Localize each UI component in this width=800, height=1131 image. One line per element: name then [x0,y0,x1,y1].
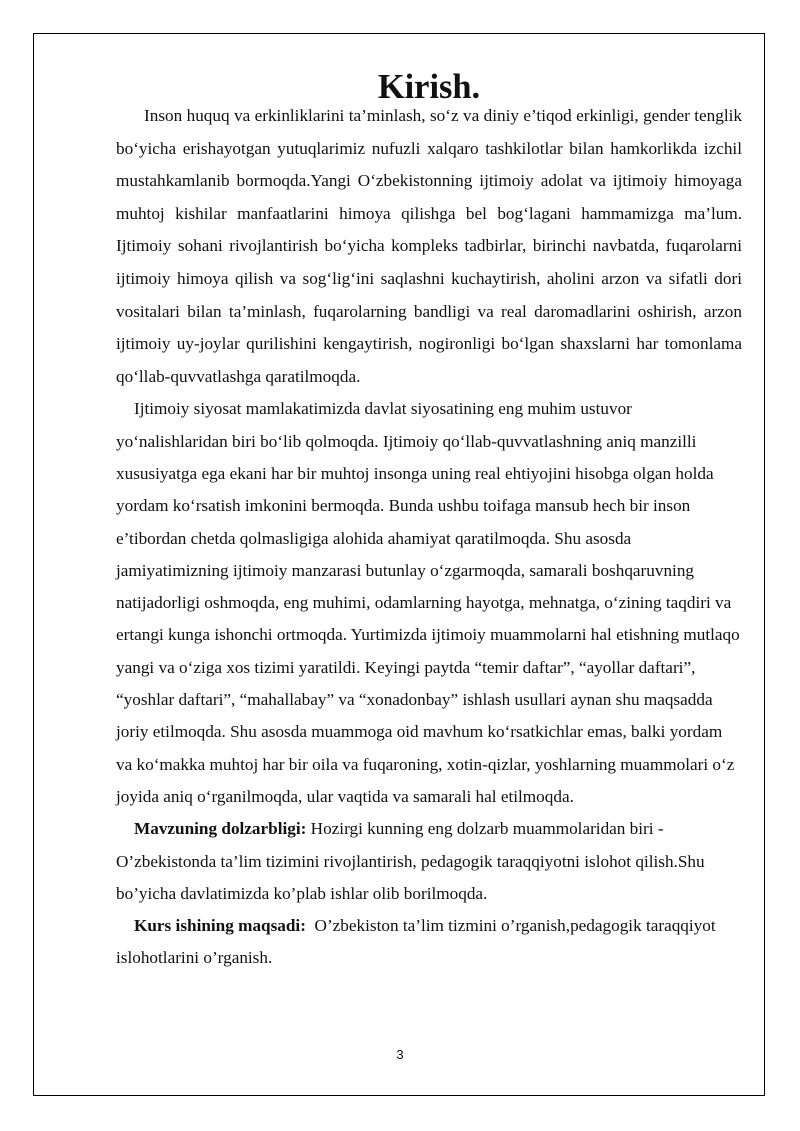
purpose-text: O’zbekiston ta’lim tizmini o’rganish,pedagogik taraqqiyot islohotlarini o’rganish. [116,916,720,968]
intro-paragraph: Inson huquq va erkinliklarini ta’minlash, so‘z va diniy e’tiqod erkinligi, gender tenglik bo‘yicha erishayotgan yutuqlarimiz nufuzli xalqaro tashkilotlar bilan hamkorlikda izchil mustahkamlanib bormoqda.Yangi O‘zbekistonning ijtimoiy adolat va ijtimoiy himoyaga muhtoj kishilar manfaatlarini himoya qilishga bel bog‘lagani hammamizga ma’lum. Ijtimoiy sohani rivojlantirish bo‘yicha kompleks tadbirlar, birinchi navbatda, fuqarolarni ijtimoiy himoya qilish va sog‘lig‘ini saqlashni kuchaytirish, aholini arzon va sifatli dori vositalari bilan ta’minlash, fuqarolarning bandligi va real daromadlarini oshirish, arzon ijtimoiy uy-joylar qurilishini kengaytirish, nogironligi bo‘lgan shaxslarni har tomonlama qo‘llab-quvvatlashga qaratilmoqda. [116,106,742,386]
document-body [116,68,742,975]
purpose-label: Kurs ishining maqsadi: [134,916,306,936]
page-number: 3 [396,1047,404,1062]
purpose-paragraph [116,910,742,975]
relevance-paragraph [116,813,742,910]
relevance-label: Mavzuning dolzarbligi: [134,819,307,839]
relevance-text: Hozirgi kunning eng dolzarb muammolaridan biri - O’zbekistonda ta’lim tizimini rivojlantirish, pedagogik taraqqiyotni islohot qilish.Shu bo’yicha davlatimizda ko’plab ishlar olib borilmoqda. [116,819,705,903]
section-title: Kirish. [377,68,481,106]
social-policy-paragraph: Ijtimoiy siyosat mamlakatimizda davlat siyosatining eng muhim ustuvor yo‘nalishlaridan biri bo‘lib qolmoqda. Ijtimoiy qo‘llab-quvvatlashning aniq manzilli xususiyatga ega ekani har bir muhtoj insonga uning real ehtiyojini hisobga olgan holda yordam ko‘rsatish imkonini bermoqda. Bunda ushbu toifaga mansub hech bir inson e’tibordan chetda qolmasligiga alohida ahamiyat qaratilmoqda. Shu asosda jamiyatimizning ijtimoiy manzarasi butunlay o‘zgarmoqda, samarali boshqaruvning natijadorligi oshmoqda, eng muhimi, odamlarning hayotga, mehnatga, o‘zining taqdiri va ertangi kunga ishonchi ortmoqda. Yurtimizda ijtimoiy muammolarni hal etishning mutlaqo yangi va o‘ziga xos tizimi yaratildi. Keyingi paytda “temir daftar”, “ayollar daftari”, “yoshlar daftari”, “mahallabay” va “xonadonbay” ishlash usullari aynan shu maqsadda joriy etilmoqda. Shu asosda muammoga oid mavhum ko‘rsatkichlar emas, balki yordam va ko‘makka muhtoj har bir oila va fuqaroning, xotin-qizlar, yoshlarning muammolari o‘z joyida aniq o‘rganilmoqda, ular vaqtida va samarali hal etilmoqda. [116,399,740,806]
